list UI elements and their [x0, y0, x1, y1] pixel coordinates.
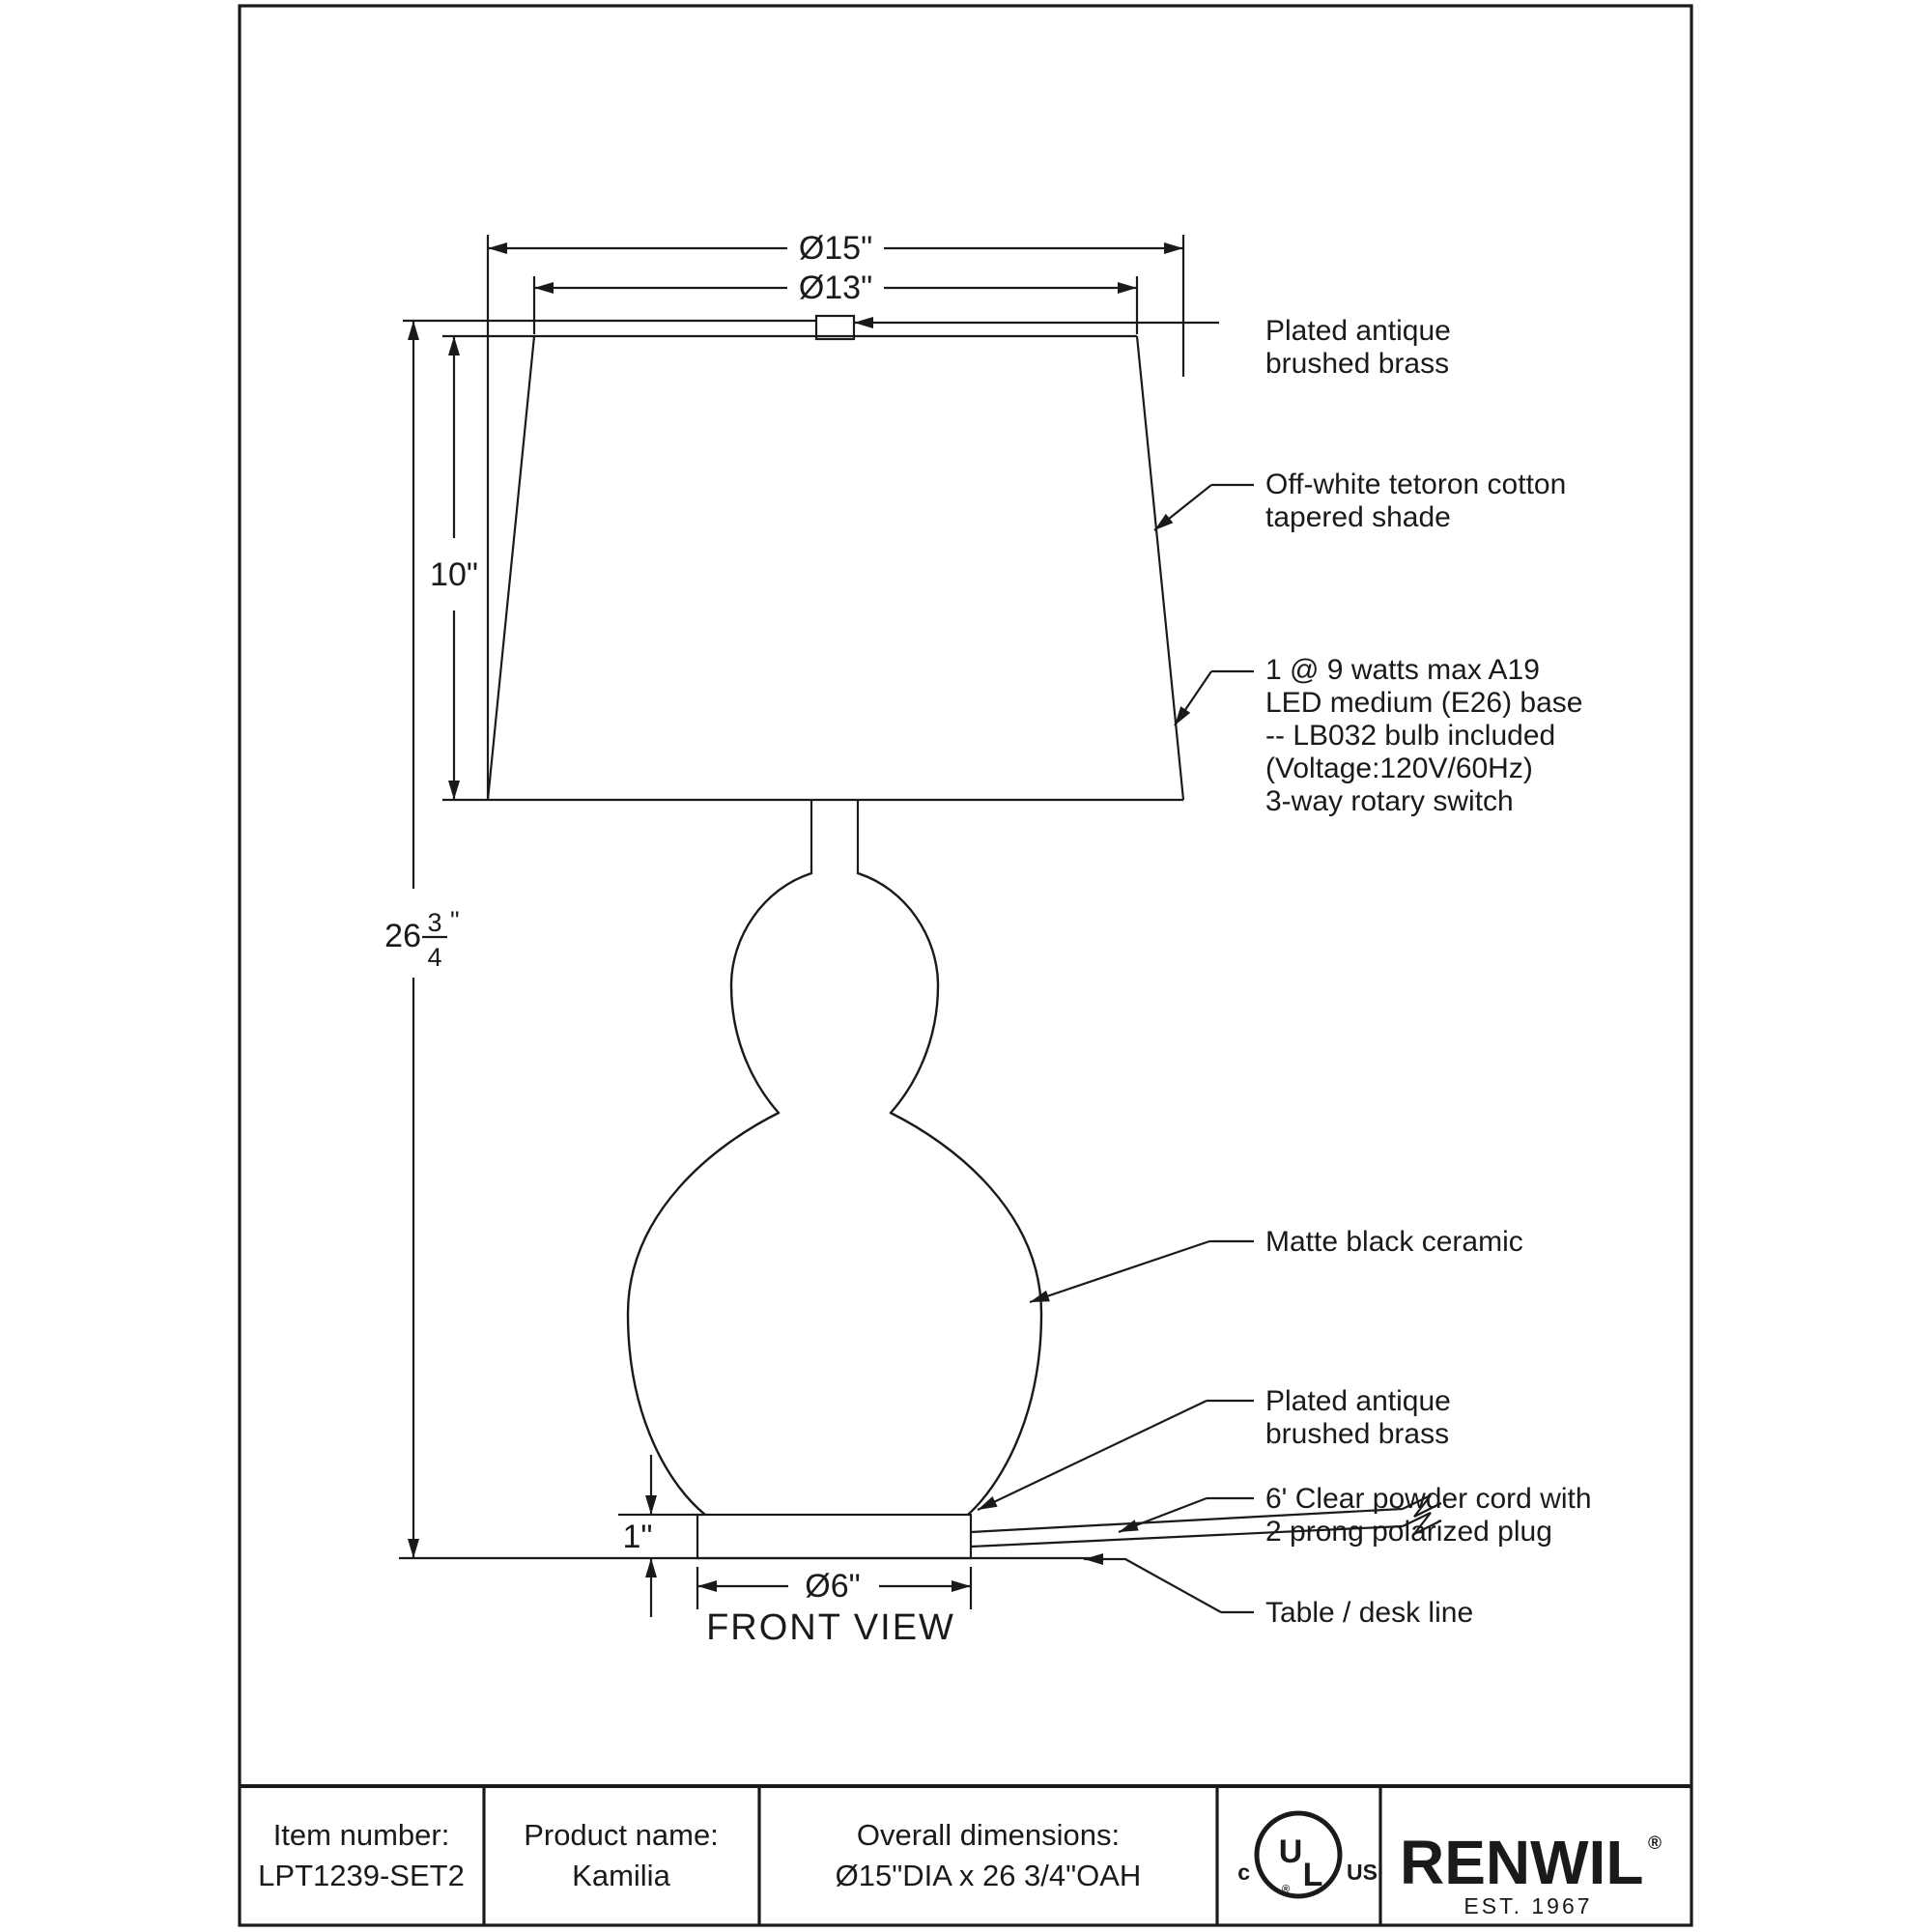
lower-bulb-left-curve — [628, 1113, 779, 1515]
dim-label-overall-height — [384, 906, 459, 972]
dim-label-base-dia: Ø6" — [805, 1568, 861, 1605]
dim-label-shade-top-dia: Ø13" — [798, 270, 873, 306]
cul-letter-l: L — [1302, 1857, 1323, 1893]
brand-name: RENWIL — [1400, 1828, 1644, 1897]
callout-bulb-line1: 1 @ 9 watts max A19 — [1265, 654, 1540, 686]
item-number-value: LPT1239-SET2 — [258, 1859, 465, 1892]
leader-shade — [1154, 485, 1211, 530]
dimension-lines — [384, 230, 1183, 1617]
callout-cord-line2: 2 prong polarized plug — [1265, 1516, 1552, 1548]
cul-certification-icon — [1237, 1813, 1378, 1896]
cul-registered-mark: ® — [1281, 1884, 1291, 1895]
callout-bulb-line5: 3-way rotary switch — [1265, 785, 1514, 817]
leader-body — [1030, 1241, 1209, 1302]
callout-leaders — [854, 323, 1254, 1612]
leader-table — [1084, 1559, 1221, 1612]
dim-label-shade-bottom-dia: Ø15" — [798, 230, 873, 267]
brand-registered-mark: ® — [1648, 1833, 1662, 1854]
shade-right-slant — [1137, 336, 1183, 800]
dim-label-base-height: 1" — [622, 1519, 653, 1555]
upper-bulb-left-curve — [731, 873, 811, 1113]
callout-finial-line1: Plated antique — [1265, 315, 1451, 347]
product-name-value: Kamilia — [572, 1859, 670, 1892]
leader-base — [978, 1401, 1207, 1510]
dim-label-shade-height: 10" — [430, 556, 478, 593]
lower-bulb-right-curve — [891, 1113, 1041, 1515]
callout-shade-line1: Off-white tetoron cotton — [1265, 469, 1567, 500]
cul-letter-u: U — [1278, 1833, 1303, 1870]
callout-finial-line2: brushed brass — [1265, 348, 1450, 380]
callout-base-line2: brushed brass — [1265, 1418, 1450, 1450]
sheet-border — [240, 6, 1691, 1925]
item-number-label: Item number: — [272, 1818, 450, 1852]
cul-us-suffix: US — [1347, 1860, 1378, 1885]
leader-bulb — [1175, 671, 1211, 725]
shade-left-slant — [488, 336, 534, 800]
overall-inch-mark: " — [450, 906, 460, 935]
callout-body: Matte black ceramic — [1265, 1226, 1523, 1258]
overall-fraction-numerator: 3 — [427, 908, 442, 937]
title-block — [240, 1786, 1691, 1925]
callout-shade-line2: tapered shade — [1265, 501, 1451, 533]
overall-whole-number: 26 — [384, 918, 421, 954]
overall-dimensions-value: Ø15"DIA x 26 3/4"OAH — [835, 1859, 1142, 1892]
callout-bulb-line3: -- LB032 bulb included — [1265, 720, 1556, 752]
callout-base-line1: Plated antique — [1265, 1385, 1451, 1417]
view-label: FRONT VIEW — [706, 1607, 955, 1648]
lamp-body-outline — [628, 800, 1041, 1515]
callout-labels — [1265, 315, 1592, 1629]
base-plate — [697, 1515, 971, 1558]
callout-table: Table / desk line — [1265, 1597, 1474, 1629]
product-name-label: Product name: — [524, 1818, 719, 1852]
leader-cord — [1119, 1498, 1207, 1532]
callout-bulb-line4: (Voltage:120V/60Hz) — [1265, 753, 1533, 784]
brand-logo — [1400, 1828, 1662, 1918]
cul-c-prefix: c — [1237, 1860, 1250, 1885]
overall-dimensions-label: Overall dimensions: — [856, 1818, 1121, 1852]
callout-bulb-line2: LED medium (E26) base — [1265, 687, 1583, 719]
overall-fraction-denominator: 4 — [427, 943, 442, 972]
lamp-shade-outline — [403, 316, 1183, 800]
brand-established: EST. 1967 — [1463, 1893, 1593, 1918]
callout-cord-line1: 6' Clear powder cord with — [1265, 1483, 1592, 1515]
upper-bulb-right-curve — [858, 873, 938, 1113]
